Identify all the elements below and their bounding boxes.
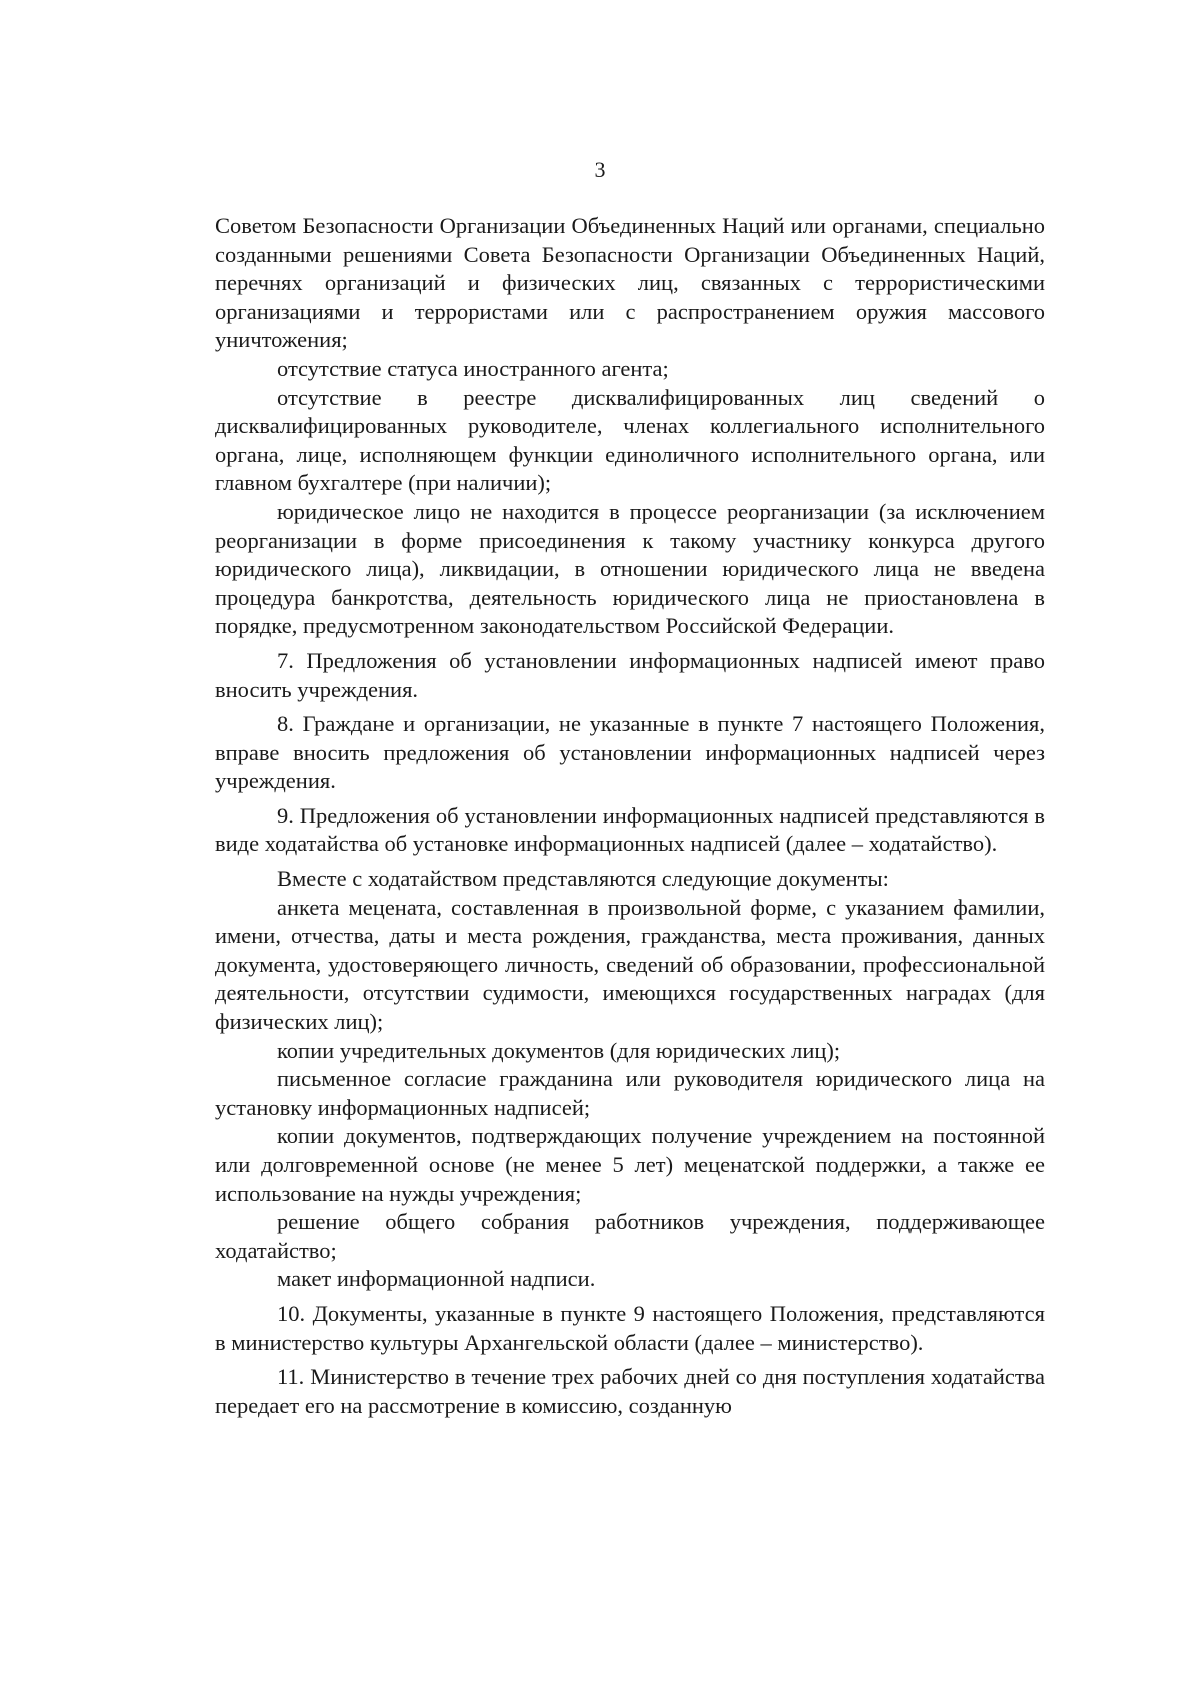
paragraph-legal-entity-status: юридическое лицо не находится в процессе реорганизации (за исключением реорганизации в форме присоединения к такому участнику конкурса другого юридического лица), ликвидации, в отношении юридического лица не введена процедура банкротства, деятельность юридического лица не приостановлена в порядке, предусмотренном законодательством Российской Федерации.: [215, 498, 1045, 639]
paragraph-inscription-mockup: макет информационной надписи.: [277, 1266, 596, 1292]
paragraph-staff-decision: решение общего собрания работников учреждения, поддерживающее ходатайство;: [215, 1209, 1045, 1263]
page-number: 3: [594, 157, 606, 182]
paragraph-continuation: Советом Безопасности Организации Объединенных Наций или органами, специально созданными решениями Совета Безопасности Организации Объединенных Наций, перечнях организаций и физических лиц, связанных с террористическими организациями и террористами или с распространением оружия массового уничтожения;: [215, 213, 1045, 353]
paragraph-item-8: 8. Граждане и организации, не указанные в пункте 7 настоящего Положения, вправе вносить предложения об установлении информационных надписей через учреждения.: [215, 711, 1045, 794]
document-body: [215, 212, 1045, 1420]
paragraph-founding-documents: копии учредительных документов (для юридических лиц);: [277, 1037, 841, 1063]
paragraph-support-documents: копии документов, подтверждающих получение учреждением на постоянной или долговременной основе (не менее 5 лет) меценатской поддержки, а также ее использование на нужды учреждения;: [215, 1123, 1045, 1206]
paragraph-item-9: 9. Предложения об установлении информационных надписей представляются в виде ходатайства об установке информационных надписей (далее – ходатайство).: [215, 802, 1045, 857]
paragraph-foreign-agent: отсутствие статуса иностранного агента;: [277, 355, 669, 381]
paragraph-disqualified-registry: отсутствие в реестре дисквалифицированных лиц сведений о дисквалифицированных руководителе, членах коллегиального исполнительного органа, лице, исполняющем функции единоличного исполнительного органа, или главном бухгалтере (при наличии);: [215, 384, 1045, 496]
paragraph-item-10: 10. Документы, указанные в пункте 9 настоящего Положения, представляются в министерство культуры Архангельской области (далее – министерство).: [215, 1300, 1045, 1355]
paragraph-item-11: 11. Министерство в течение трех рабочих дней со дня поступления ходатайства передает его на рассмотрение в комиссию, созданную: [215, 1364, 1045, 1418]
paragraph-patron-form: анкета мецената, составленная в произвольной форме, с указанием фамилии, имени, отчества, даты и места рождения, гражданства, места проживания, данных документа, удостоверяющего личность, сведений об образовании, профессиональной деятельности, отсутствии судимости, имеющихся государственных наградах (для физических лиц);: [215, 894, 1045, 1035]
paragraph-documents-intro: Вместе с ходатайством представляются следующие документы:: [277, 866, 889, 892]
paragraph-item-7: 7. Предложения об установлении информационных надписей имеют право вносить учреждения.: [215, 647, 1045, 702]
paragraph-written-consent: письменное согласие гражданина или руководителя юридического лица на установку информационных надписей;: [215, 1066, 1045, 1120]
